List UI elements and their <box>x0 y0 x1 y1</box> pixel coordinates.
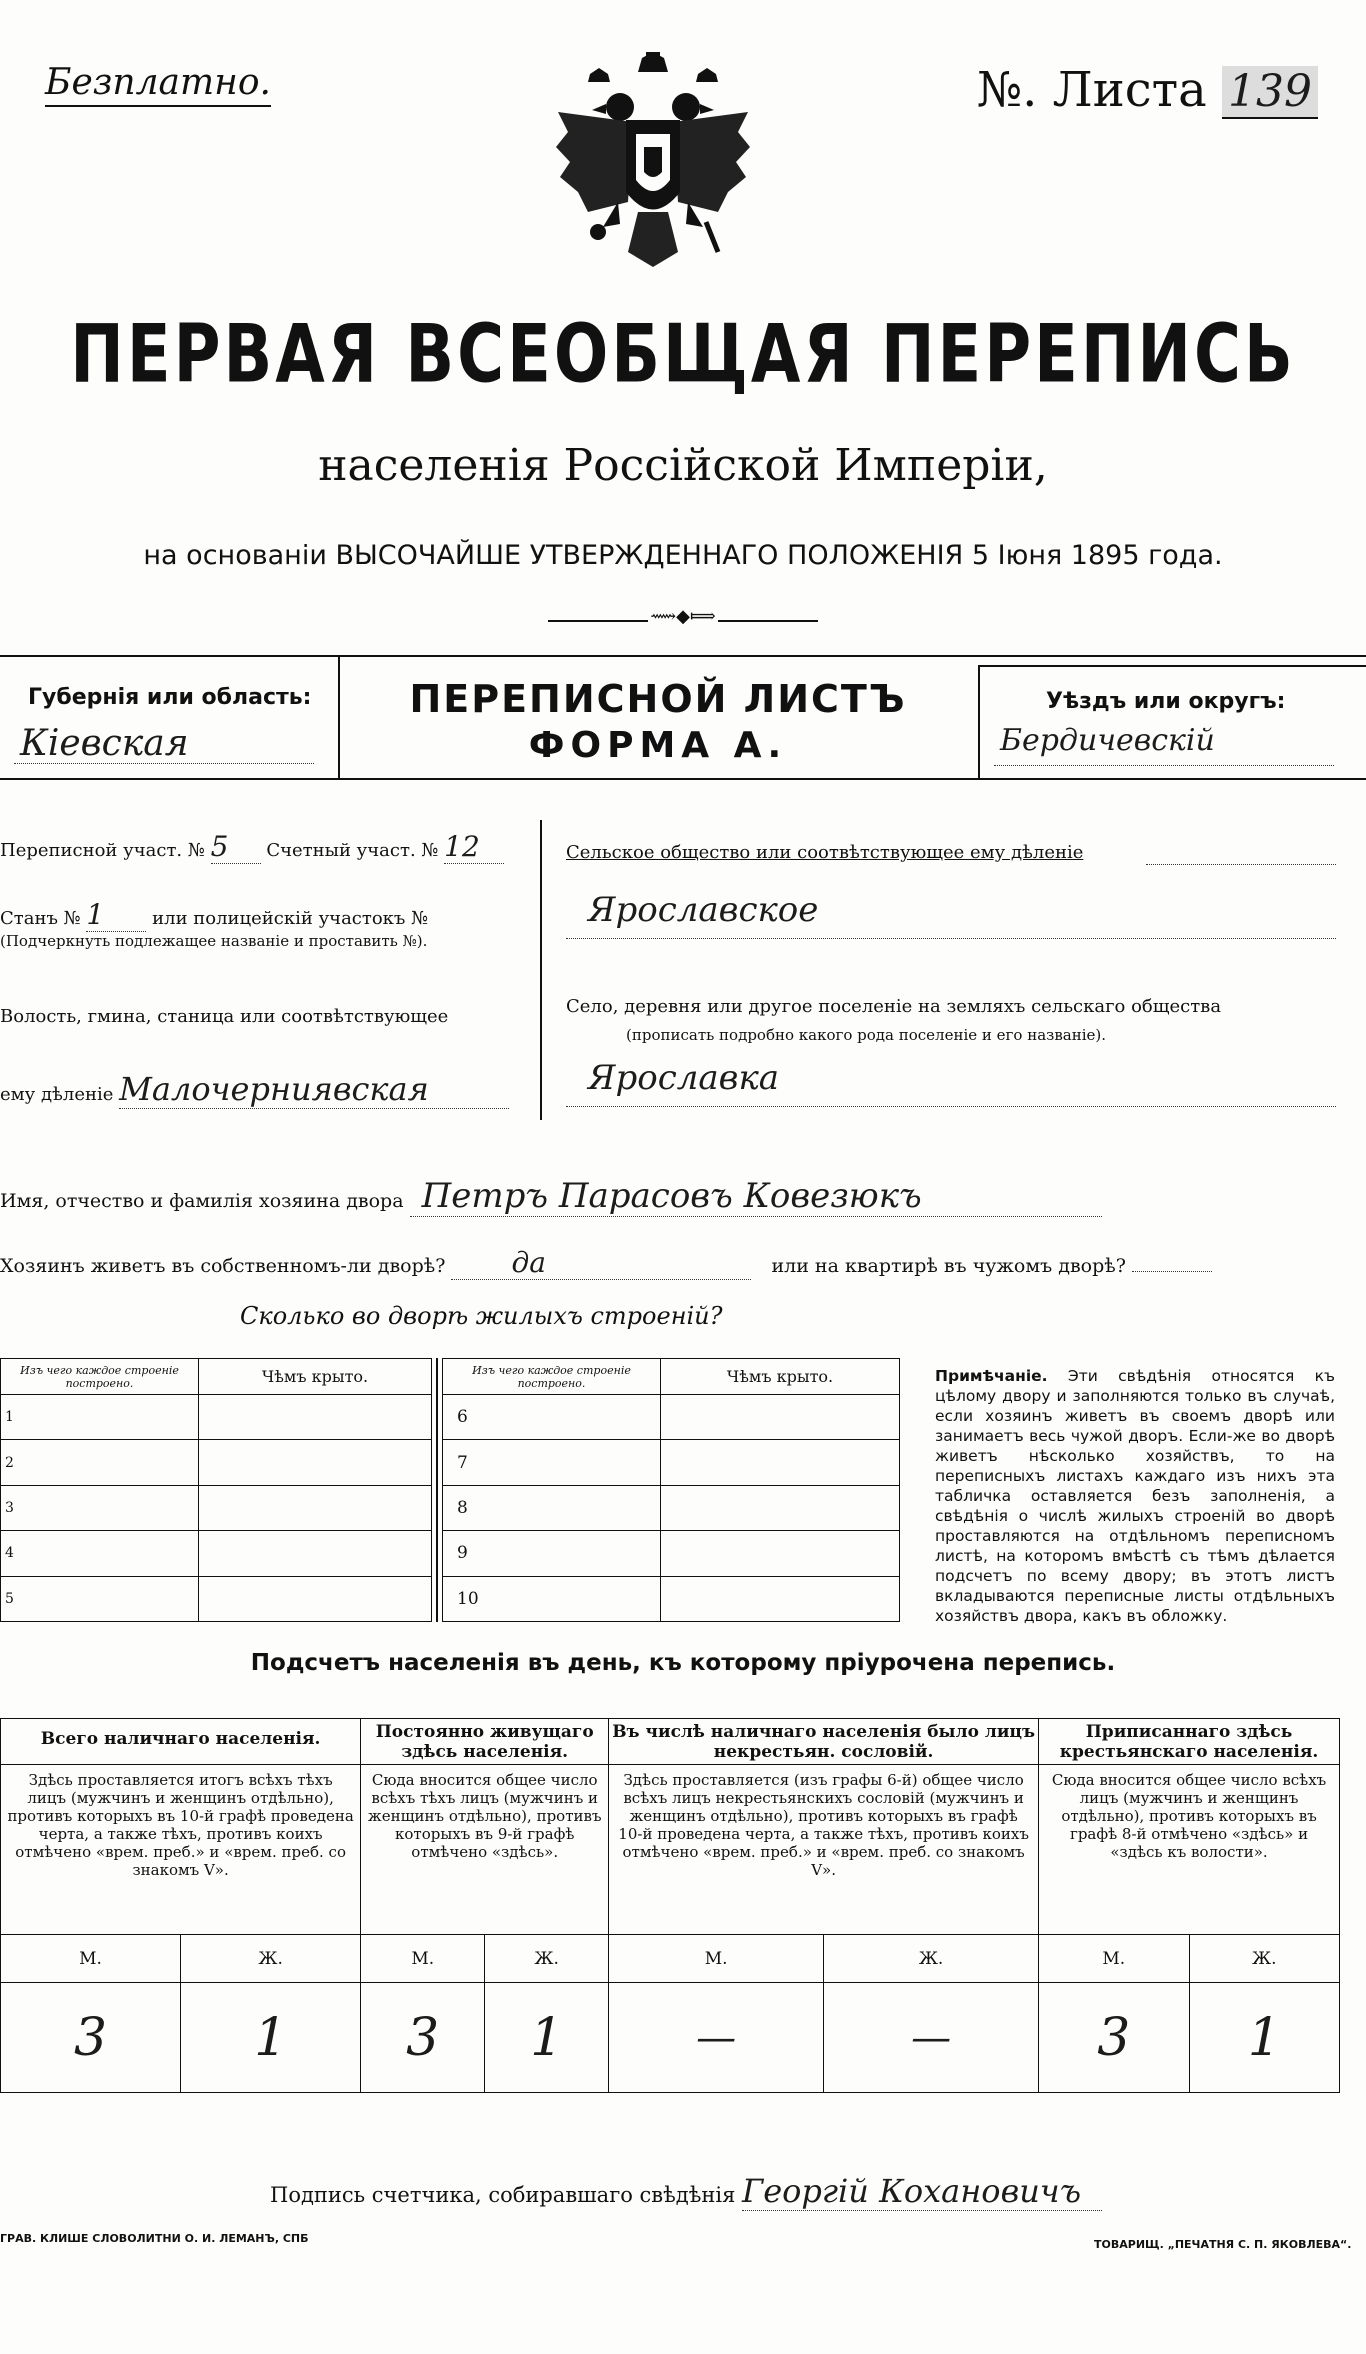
ornament: ⟿◆⟾ <box>650 606 716 627</box>
male-header: М. <box>609 1935 824 1983</box>
own-yard-label: Хозяинъ живетъ въ собственномъ-ли дворѣ? <box>0 1255 446 1277</box>
volost-label: Волость, гмина, станица или соотвѣтствующее <box>0 1006 449 1027</box>
form-title: ПЕРЕПИСНОЙ ЛИСТЪ <box>409 677 907 721</box>
table-row-number: 3 <box>1 1485 199 1530</box>
village-value: Ярославка <box>588 1058 780 1098</box>
count-col-title: Постоянно живущаго здѣсь населенія. <box>361 1719 609 1765</box>
male-count[interactable]: 3 <box>361 1983 485 2093</box>
table-row-number: 5 <box>1 1576 199 1621</box>
rented-label: или на квартирѣ въ чужомъ дворѣ? <box>771 1255 1126 1277</box>
printer-right: ТОВАРИЩ. „ПЕЧАТНЯ С. П. ЯКОВЛЕВА“. <box>1094 2238 1352 2251</box>
uezd-label: Уѣздъ или округъ: <box>1046 689 1286 714</box>
signature-label: Подпись счетчика, собиравшаго свѣдѣнія <box>270 2183 736 2207</box>
gubernia-label: Губернія или область: <box>28 685 312 710</box>
table-cell[interactable] <box>199 1440 432 1485</box>
male-count[interactable]: — <box>609 1983 824 2093</box>
sheet-label: №. Листа <box>976 62 1207 118</box>
owner-name-value: Петръ Парасовъ Ковезюкъ <box>410 1176 1102 1217</box>
table-row-number: 4 <box>1 1531 199 1576</box>
table-row-number: 9 <box>443 1531 661 1576</box>
male-count[interactable]: 3 <box>1039 1983 1189 2093</box>
note-block <box>935 1366 1335 1626</box>
buildings-table-right <box>442 1358 900 1622</box>
underline-note: (Подчеркнуть подлежащее названіе и проставить №). <box>0 932 428 950</box>
col-roof-header: Чѣмъ крыто. <box>661 1359 900 1395</box>
table-row-number: 6 <box>443 1395 661 1440</box>
count-col-desc: Здѣсь проставляется итогъ всѣхъ тѣхъ лицъ (мужчинъ и женщинъ отдѣльно), противъ которыхъ въ 10-й графѣ проведена черта, а также тѣхъ, противъ коихъ отмѣчено «врем. преб.» и «врем. преб. со знакомъ V». <box>1 1765 361 1935</box>
col-built-header: Изъ чего каждое строеніе построено. <box>1 1359 199 1395</box>
sheet-number: 139 <box>1222 66 1318 119</box>
uezd-box <box>978 665 1366 780</box>
table-cell[interactable] <box>661 1440 900 1485</box>
gubernia-value: Кіевская <box>20 723 189 764</box>
volost-value: Малочерниявская <box>119 1070 509 1109</box>
count-col-title: Въ числѣ наличнаго населенія было лицъ некрестьян. сословій. <box>609 1719 1039 1765</box>
table-cell[interactable] <box>661 1576 900 1621</box>
uchast-value: 5 <box>211 830 261 864</box>
own-yard-value: да <box>451 1246 751 1280</box>
male-header: М. <box>1039 1935 1189 1983</box>
male-header: М. <box>1 1935 181 1983</box>
col-roof-header: Чѣмъ крыто. <box>199 1359 432 1395</box>
uezd-value: Бердичевскій <box>1000 723 1215 758</box>
buildings-table <box>0 1358 900 1622</box>
free-label: Безплатно. <box>45 62 271 107</box>
village-label: Село, деревня или другое поселеніе на земляхъ сельскаго общества <box>566 996 1222 1017</box>
count-col-desc: Сюда вносится общее число всѣхъ лицъ (мужчинъ и женщинъ отдѣльно), противъ которыхъ въ графѣ 8-й отмѣчено «здѣсь» и «здѣсь къ волости». <box>1039 1765 1340 1935</box>
society-label: Сельское общество или соотвѣтствующее ему дѣленіе <box>566 842 1084 863</box>
form-title-box <box>338 655 978 778</box>
female-count[interactable]: 1 <box>181 1983 361 2093</box>
female-count[interactable]: — <box>824 1983 1039 2093</box>
gubernia-box <box>0 655 340 778</box>
table-cell[interactable] <box>661 1485 900 1530</box>
male-header: М. <box>361 1935 485 1983</box>
table-cell[interactable] <box>661 1531 900 1576</box>
buildings-label: Сколько во дворѣ жилыхъ строеній? <box>240 1302 723 1330</box>
table-row-number: 1 <box>1 1395 199 1440</box>
male-count[interactable]: 3 <box>1 1983 181 2093</box>
count-heading: Подсчетъ населенія въ день, къ которому пріурочена перепись. <box>250 1650 1116 1676</box>
count-col-desc: Сюда вносится общее число всѣхъ тѣхъ лицъ (мужчинъ и женщинъ отдѣльно), противъ которыхъ въ 9-й графѣ отмѣчено «здѣсь». <box>361 1765 609 1935</box>
count-col-title: Всего наличнаго населенія. <box>1 1719 361 1765</box>
ornament-divider <box>548 606 818 630</box>
society-value: Ярославское <box>588 890 819 930</box>
female-header: Ж. <box>824 1935 1039 1983</box>
female-count[interactable]: 1 <box>1189 1983 1340 2093</box>
table-cell[interactable] <box>199 1576 432 1621</box>
female-header: Ж. <box>1189 1935 1340 1983</box>
table-row-number: 8 <box>443 1485 661 1530</box>
schet-label: Счетный участ. № <box>266 840 439 861</box>
female-header: Ж. <box>181 1935 361 1983</box>
table-cell[interactable] <box>199 1485 432 1530</box>
volost-label-2: ему дѣленіе <box>0 1084 114 1105</box>
col-built-header: Изъ чего каждое строеніе построено. <box>443 1359 661 1395</box>
count-col-title: Приписаннаго здѣсь крестьянскаго населенія. <box>1039 1719 1340 1765</box>
form-subtitle: ФОРМА А. <box>528 725 788 766</box>
table-row-number: 2 <box>1 1440 199 1485</box>
table-cell[interactable] <box>199 1531 432 1576</box>
table-cell[interactable] <box>661 1395 900 1440</box>
sheet-number-block <box>977 62 1318 118</box>
stan-label: Станъ № <box>0 908 81 929</box>
stan-value: 1 <box>86 898 146 932</box>
signature-value[interactable]: Георгій Кохановичъ <box>742 2172 1102 2211</box>
legal-basis: на основаніи ВЫСОЧАЙШЕ УТВЕРЖДЕННАГО ПОЛОЖЕНІЯ 5 Іюня 1895 года. <box>143 540 1223 571</box>
female-header: Ж. <box>485 1935 609 1983</box>
eagle-emblem-icon <box>548 52 758 292</box>
note-title: Примѣчаніе. <box>935 1367 1048 1385</box>
female-count[interactable]: 1 <box>485 1983 609 2093</box>
note-text: Эти свѣдѣнія относятся къ цѣлому двору и заполняются только въ случаѣ, если хозяинъ живетъ въ своемъ дворѣ или занимаетъ весь чужой дворъ. Если-же во дворѣ живетъ нѣсколько хозяйствъ, то на переписныхъ листахъ каждаго изъ нихъ эта табличка оставляется безъ заполненія, а свѣдѣнія о числѣ жилыхъ строеній во дворѣ проставляются на отдѣльномъ переписномъ листѣ, на которомъ вмѣстѣ съ тѣмъ дѣлается подсчетъ по всему двору; въ этотъ листъ вкладываются переписные листы отдѣльныхъ хозяйствъ двора, какъ въ обложку. <box>935 1367 1335 1625</box>
page-subtitle: населенія Россійской Имперіи, <box>318 440 1048 491</box>
count-col-desc: Здѣсь проставляется (изъ графы 6-й) общее число всѣхъ лицъ некрестьянскихъ сословій (мужчинъ и женщинъ отдѣльно), противъ которыхъ въ графѣ 10-й проведена черта, а также тѣхъ, противъ коихъ отмѣчено «врем. преб.» и «врем. преб. со знакомъ V». <box>609 1765 1039 1935</box>
signature-line <box>270 2172 1102 2211</box>
police-label: или полицейскій участокъ № <box>152 908 429 929</box>
uchast-label: Переписной участ. № <box>0 840 205 861</box>
printer-left: ГРАВ. КЛИШЕ СЛОВОЛИТНИ О. И. ЛЕМАНЪ, СПБ <box>0 2232 309 2245</box>
owner-name-label: Имя, отчество и фамилія хозяина двора <box>0 1190 404 1212</box>
table-row-number: 7 <box>443 1440 661 1485</box>
village-note: (прописать подробно какого рода поселеніе и его названіе). <box>626 1026 1106 1044</box>
buildings-table-left <box>0 1358 432 1622</box>
count-table <box>0 1718 1340 2093</box>
table-row-number: 10 <box>443 1576 661 1621</box>
table-cell[interactable] <box>199 1395 432 1440</box>
coat-of-arms <box>548 52 758 292</box>
page-title: ПЕРВАЯ ВСЕОБЩАЯ ПЕРЕПИСЬ <box>70 308 1296 402</box>
schet-value: 12 <box>444 830 504 864</box>
